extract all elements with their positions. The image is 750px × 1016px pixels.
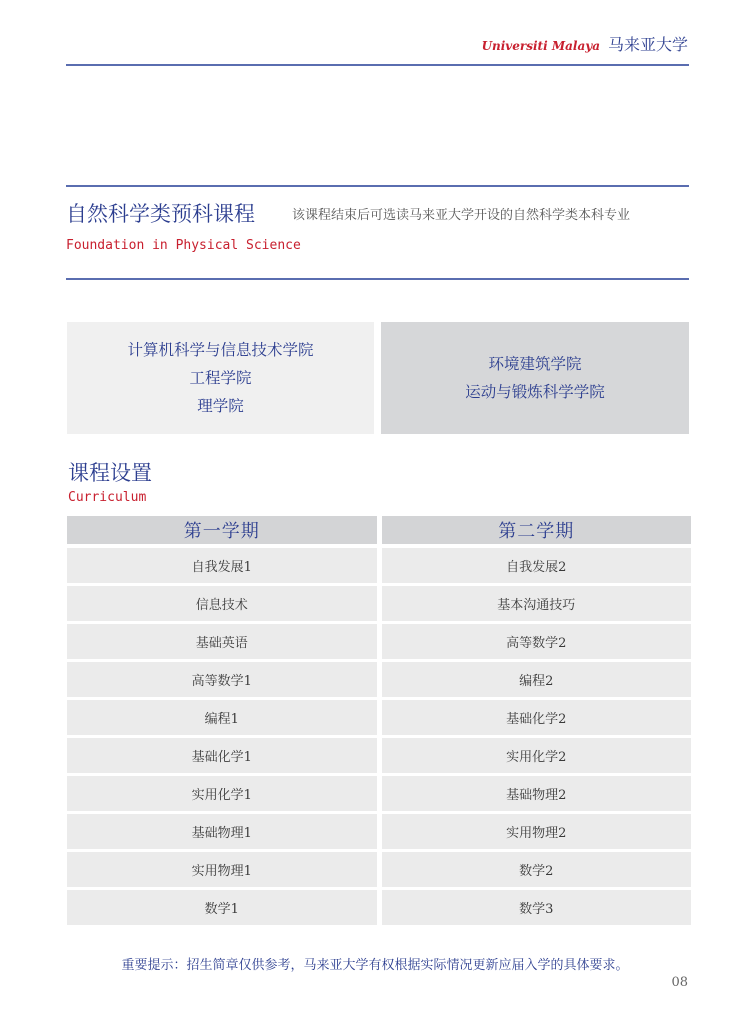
table-row [67,548,691,583]
course-cell: 高等数学2 [382,624,692,659]
table-row [67,586,691,621]
semester-1-header: 第一学期 [67,516,377,544]
page-number: 08 [671,975,688,990]
course-cell: 自我发展1 [67,548,377,583]
faculty-item: 运动与锻炼科学学院 [465,383,605,401]
program-title-en: Foundation in Physical Science [66,238,301,253]
university-name-cn: 马来亚大学 [607,35,688,54]
table-row [67,738,691,773]
curriculum-title-cn: 课程设置 [68,461,152,485]
table-row [67,852,691,887]
table-row [67,700,691,735]
header-divider [66,64,689,66]
course-cell: 基础化学2 [382,700,692,735]
course-cell: 实用化学2 [382,738,692,773]
course-cell: 基础英语 [67,624,377,659]
course-cell: 高等数学1 [67,662,377,697]
faculty-item: 理学院 [197,397,244,415]
faculty-item: 工程学院 [189,369,252,387]
semester-2-header: 第二学期 [382,516,692,544]
faculty-item: 计算机科学与信息技术学院 [127,341,314,359]
course-cell: 基础物理2 [382,776,692,811]
course-cell: 基本沟通技巧 [382,586,692,621]
table-row [67,624,691,659]
curriculum-table [67,516,691,928]
table-row [67,776,691,811]
course-cell: 基础物理1 [67,814,377,849]
course-cell: 数学2 [382,852,692,887]
faculty-item: 环境建筑学院 [488,355,582,373]
faculty-box-left [67,322,374,434]
table-row [67,814,691,849]
university-logo-script: Universiti Malaya [481,39,600,53]
course-cell: 自我发展2 [382,548,692,583]
program-description: 该课程结束后可选读马来亚大学开设的自然科学类本科专业 [292,208,631,223]
table-header-row [67,516,691,544]
table-row [67,890,691,925]
course-cell: 信息技术 [67,586,377,621]
program-title-cn: 自然科学类预科课程 [66,202,255,226]
course-cell: 基础化学1 [67,738,377,773]
curriculum-title-en: Curriculum [68,490,147,505]
course-cell: 数学3 [382,890,692,925]
course-cell: 实用化学1 [67,776,377,811]
faculty-box-right [381,322,689,434]
important-notice: 重要提示：招生简章仅供参考，马来亚大学有权根据实际情况更新应届入学的具体要求。 [121,958,629,973]
course-cell: 编程2 [382,662,692,697]
course-cell: 数学1 [67,890,377,925]
program-bottom-divider [66,278,689,280]
course-cell: 编程1 [67,700,377,735]
table-row [67,662,691,697]
course-cell: 实用物理2 [382,814,692,849]
header-brand [482,32,688,55]
program-top-divider [66,185,689,187]
course-cell: 实用物理1 [67,852,377,887]
